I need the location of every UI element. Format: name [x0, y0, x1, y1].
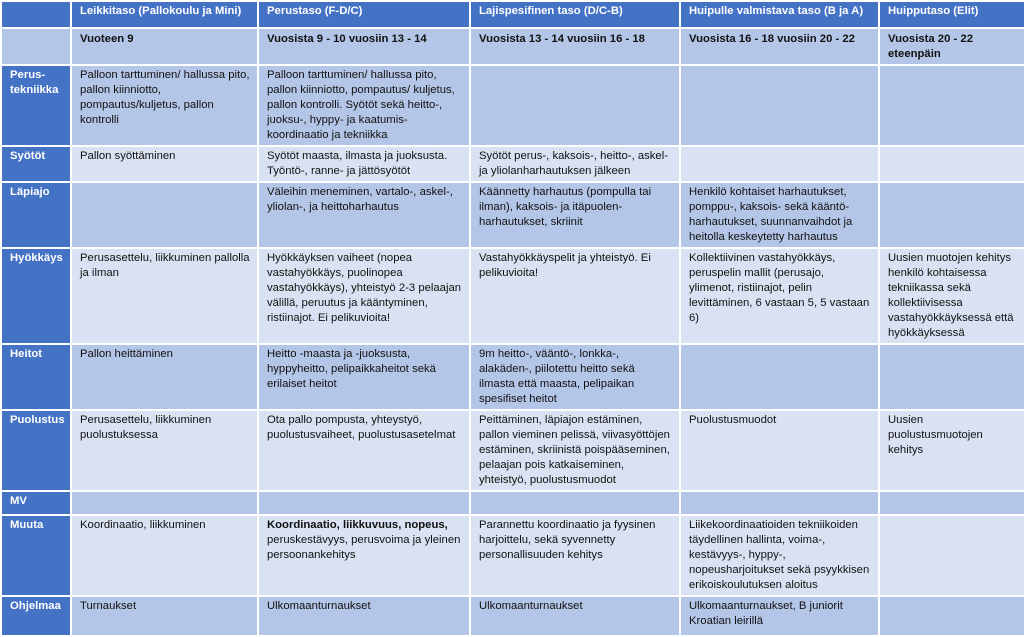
- table-cell: Henkilö kohtaiset harhautukset, pomppu-, kaksois- sekä kääntö-harhautukset, suunnanvaihdot ja heitolla keskeytetty harhautus: [680, 182, 879, 248]
- table-cell: Hyökkäyksen vaiheet (nopea vastahyökkäys, puolinopea vastahyökkäys), yhteistyö 2-3 pelaajan välillä, peruutus ja kääntyminen, ristiinajot. Ei pelikuvioita!: [258, 248, 470, 344]
- table-row-mv: [1, 491, 1024, 515]
- table-row-syotot: [1, 146, 1024, 182]
- table-cell: [470, 491, 680, 515]
- table-cell: Syötöt perus-, kaksois-, heitto-, askel-ja yliolanharhautuksen jälkeen: [470, 146, 680, 182]
- table-cell: [680, 146, 879, 182]
- table-cell: Koordinaatio, liikkuminen: [71, 515, 258, 596]
- table-cell: Ota pallo pompusta, yhteystyö, puolustusvaiheet, puolustusasetelmat: [258, 410, 470, 491]
- table-cell: [879, 65, 1024, 146]
- table-cell: Pallon heittäminen: [71, 344, 258, 410]
- table-cell: Palloon tarttuminen/ hallussa pito, pallon kiinniotto, pompautus/kuljetus, pallon kontrolli: [71, 65, 258, 146]
- header-huipputaso: Huipputaso (Elit): [879, 1, 1024, 28]
- table-cell: Ulkomaanturnaukset, B juniorit Kroatian leirillä: [680, 596, 879, 636]
- header-huipulle-valmistava: Huipulle valmistava taso (B ja A): [680, 1, 879, 28]
- table-cell: 9m heitto-, vääntö-, lonkka-, alakäden-, piilotettu heitto sekä ilmasta että maasta, pelipaikan spesifiset heitot: [470, 344, 680, 410]
- table-cell: [680, 491, 879, 515]
- table-row-lapiajo: [1, 182, 1024, 248]
- table-cell: [879, 344, 1024, 410]
- table-cell: [879, 491, 1024, 515]
- table-cell: Turnaukset: [71, 596, 258, 636]
- table-cell: [879, 596, 1024, 636]
- table-cell: [258, 491, 470, 515]
- row-label: Perus- tekniikka: [1, 65, 71, 146]
- row-label: Läpiajo: [1, 182, 71, 248]
- age-row: [1, 28, 1024, 65]
- table-row-muuta: [1, 515, 1024, 596]
- table-row-hyokkays: [1, 248, 1024, 344]
- table-cell: Perusasettelu, liikkuminen puolustuksessa: [71, 410, 258, 491]
- header-lajispesifinen: Lajispesifinen taso (D/C-B): [470, 1, 680, 28]
- table-cell: Kollektiivinen vastahyökkäys, peruspelin mallit (perusajo, ylimenot, ristiinajot, pelin levittäminen, 6 vastaan 5, 5 vastaan 6): [680, 248, 879, 344]
- table-cell: [258, 515, 470, 596]
- table-cell: Pallon syöttäminen: [71, 146, 258, 182]
- table-cell: Uusien puolustusmuotojen kehitys: [879, 410, 1024, 491]
- table-cell: Perusasettelu, liikkuminen pallolla ja ilman: [71, 248, 258, 344]
- table-cell: Ulkomaanturnaukset: [258, 596, 470, 636]
- cell-text: peruskestävyys, perusvoima ja yleinen persoonankehitys: [267, 534, 461, 561]
- table-cell: Puolustusmuodot: [680, 410, 879, 491]
- table-cell: [879, 515, 1024, 596]
- table-row-heitot: [1, 344, 1024, 410]
- row-label: Hyökkäys: [1, 248, 71, 344]
- table-cell: [71, 491, 258, 515]
- header-row: [1, 1, 1024, 28]
- table-cell: Peittäminen, läpiajon estäminen, pallon vieminen pelissä, viivasyöttöjen estäminen, skriinistä poispääseminen, pelaajan pois katkaiseminen, yhteistyö, puolustusmuodot: [470, 410, 680, 491]
- header-perustaso: Perustaso (F-D/C): [258, 1, 470, 28]
- table-cell: [680, 344, 879, 410]
- table-cell: Uusien muotojen kehitys henkilö kohtaisessa tekniikassa sekä kollektiivisessa vastahyökkäyksessä että hyökkäyksessä: [879, 248, 1024, 344]
- emphasis-text: Koordinaatio, liikkuvuus, nopeus,: [267, 519, 448, 531]
- age-perustaso: Vuosista 9 - 10 vuosiin 13 - 14: [258, 28, 470, 65]
- table-cell: [470, 65, 680, 146]
- age-huipputaso: Vuosista 20 - 22 eteenpäin: [879, 28, 1024, 65]
- table-cell: [680, 65, 879, 146]
- table-cell: Vastahyökkäyspelit ja yhteistyö. Ei pelikuvioita!: [470, 248, 680, 344]
- table-row-ohjelmaa: [1, 596, 1024, 636]
- row-label: MV: [1, 491, 71, 515]
- header-corner: [1, 1, 71, 28]
- row-label: Muuta: [1, 515, 71, 596]
- age-corner: [1, 28, 71, 65]
- table-cell: Käännetty harhautus (pompulla tai ilman), kaksois- ja itäpuolen-harhautukset, skriinit: [470, 182, 680, 248]
- table-cell: [879, 182, 1024, 248]
- age-huipulle-valmistava: Vuosista 16 - 18 vuosiin 20 - 22: [680, 28, 879, 65]
- table-cell: Liikekoordinaatioiden tekniikoiden täydellinen hallinta, voima-, kestävyys-, hyppy-, nopeusharjoitukset sekä psyykkisen erikoiskoulutuksen aloitus: [680, 515, 879, 596]
- table-cell: Heitto -maasta ja -juoksusta, hyppyheitto, pelipaikkaheitot sekä erilaiset heitot: [258, 344, 470, 410]
- table-cell: Ulkomaanturnaukset: [470, 596, 680, 636]
- table-row-puolustus: [1, 410, 1024, 491]
- table-cell: Syötöt maasta, ilmasta ja juoksusta. Työntö-, ranne- ja jättösyötöt: [258, 146, 470, 182]
- age-leikkitaso: Vuoteen 9: [71, 28, 258, 65]
- header-leikkitaso: Leikkitaso (Pallokoulu ja Mini): [71, 1, 258, 28]
- table-cell: Parannettu koordinaatio ja fyysinen harjoittelu, sekä syvennetty personallisuuden kehitys: [470, 515, 680, 596]
- table-cell: [879, 146, 1024, 182]
- row-label: Puolustus: [1, 410, 71, 491]
- table-row-perustekniikka: [1, 65, 1024, 146]
- row-label: Heitot: [1, 344, 71, 410]
- table-cell: Palloon tarttuminen/ hallussa pito, pallon kiinniotto, pompautus/ kuljetus, pallon kontrolli. Syötöt sekä heitto-, juoksu-, hyppy- ja kaatumis-koordinaatio ja tekniikka: [258, 65, 470, 146]
- row-label: Syötöt: [1, 146, 71, 182]
- row-label: Ohjelmaa: [1, 596, 71, 636]
- age-lajispesifinen: Vuosista 13 - 14 vuosiin 16 - 18: [470, 28, 680, 65]
- table-cell: Väleihin meneminen, vartalo-, askel-, yliolan-, ja heittoharhautus: [258, 182, 470, 248]
- table-cell: [71, 182, 258, 248]
